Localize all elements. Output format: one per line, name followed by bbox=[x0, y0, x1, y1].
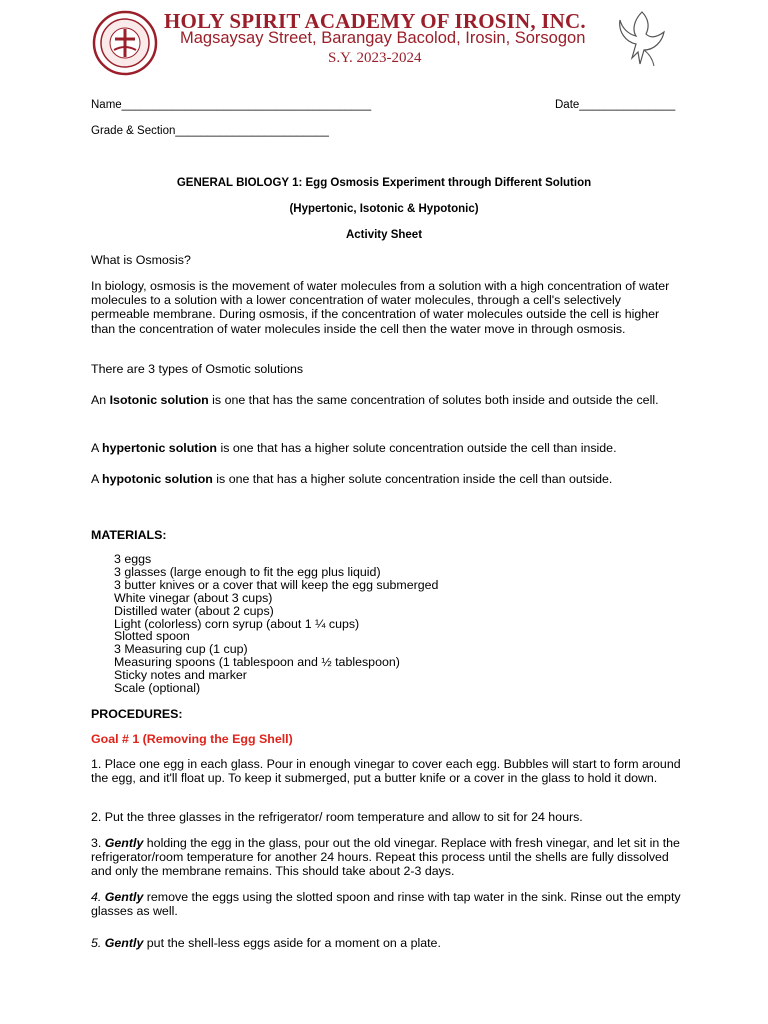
school-year: S.Y. 2023-2024 bbox=[328, 50, 422, 66]
osmosis-question: What is Osmosis? bbox=[91, 253, 191, 267]
list-item: Slotted spoon bbox=[114, 629, 190, 644]
materials-list bbox=[114, 553, 438, 695]
dove-icon bbox=[614, 6, 670, 70]
procedure-step-5: 5. Gently put the shell-less eggs aside for a moment on a plate. bbox=[91, 936, 441, 950]
isotonic-definition: An Isotonic solution is one that has the same concentration of solutes both inside and outside the cell. bbox=[91, 393, 659, 407]
procedure-step-3: 3. Gently holding the egg in the glass, pour out the old vinegar. Replace with fresh vinegar, and let sit in the refrigerator/room temperature for another 24 hours. Repeat this process until the shells are fully dissolved and only the membrane remains. This should take about 2-3 days. bbox=[91, 836, 680, 879]
procedure-step-4: 4. Gently remove the eggs using the slotted spoon and rinse with tap water in the sink. Rinse out the empty glasses as well. bbox=[91, 890, 681, 919]
procedure-step-2: 2. Put the three glasses in the refrigerator/ room temperature and allow to sit for 24 hours. bbox=[91, 810, 583, 824]
list-item: Sticky notes and marker bbox=[114, 668, 247, 683]
osmosis-definition: In biology, osmosis is the movement of water molecules from a solution with a high concentration of water molecules to a solution with a lower concentration of water molecules, through a cell's selectively permeable membrane. During osmosis, if the concentration of water molecules outside the cell is higher than the concentration of water molecules inside the cell then the water move in through osmosis. bbox=[91, 279, 670, 336]
list-item: Measuring spoons (1 tablespoon and ½ tablespoon) bbox=[114, 655, 400, 670]
list-item: 3 eggs bbox=[114, 552, 152, 566]
types-intro: There are 3 types of Osmotic solutions bbox=[91, 362, 304, 376]
list-item: Light (colorless) corn syrup (about 1 ¼ cups) bbox=[114, 616, 360, 631]
procedures-heading: PROCEDURES: bbox=[91, 707, 183, 721]
school-seal-logo bbox=[92, 10, 158, 76]
list-item: Scale (optional) bbox=[114, 681, 201, 696]
isotonic-term: Isotonic solution bbox=[109, 393, 209, 407]
hypertonic-definition: A hypertonic solution is one that has a higher solute concentration outside the cell than inside. bbox=[91, 441, 617, 455]
activity-subtitle: (Hypertonic, Isotonic & Hypotonic) bbox=[289, 203, 479, 215]
activity-title: GENERAL BIOLOGY 1: Egg Osmosis Experiment through Different Solution bbox=[176, 177, 592, 189]
procedure-step-1: 1. Place one egg in each glass. Pour in enough vinegar to cover each egg. Bubbles will start to form around the egg, and it'll float up. To keep it submerged, put a butter knife or a cover in the glass to hold it down. bbox=[91, 757, 681, 786]
school-address: Magsaysay Street, Barangay Bacolod, Irosin, Sorsogon bbox=[180, 29, 586, 47]
hypotonic-definition: A hypotonic solution is one that has a higher solute concentration inside the cell than outside. bbox=[91, 472, 613, 486]
list-item: Distilled water (about 2 cups) bbox=[114, 603, 274, 618]
grade-section-field[interactable]: Grade & Section________________________ bbox=[91, 125, 329, 137]
list-item: 3 butter knives or a cover that will keep the egg submerged bbox=[114, 577, 439, 592]
goal-heading: Goal # 1 (Removing the Egg Shell) bbox=[91, 732, 293, 746]
hypotonic-term: hypotonic solution bbox=[102, 472, 213, 486]
list-item: White vinegar (about 3 cups) bbox=[114, 590, 273, 605]
name-field[interactable]: Name_______________________________________ bbox=[91, 99, 372, 111]
materials-heading: MATERIALS: bbox=[91, 528, 167, 542]
school-name: HOLY SPIRIT ACADEMY OF IROSIN, INC. bbox=[164, 9, 586, 33]
activity-sheet-label: Activity Sheet bbox=[345, 229, 423, 241]
date-field[interactable]: Date_______________ bbox=[555, 99, 676, 111]
list-item: 3 glasses (large enough to fit the egg plus liquid) bbox=[114, 564, 381, 579]
list-item: 3 Measuring cup (1 cup) bbox=[114, 642, 248, 657]
hypertonic-term: hypertonic solution bbox=[102, 441, 217, 455]
